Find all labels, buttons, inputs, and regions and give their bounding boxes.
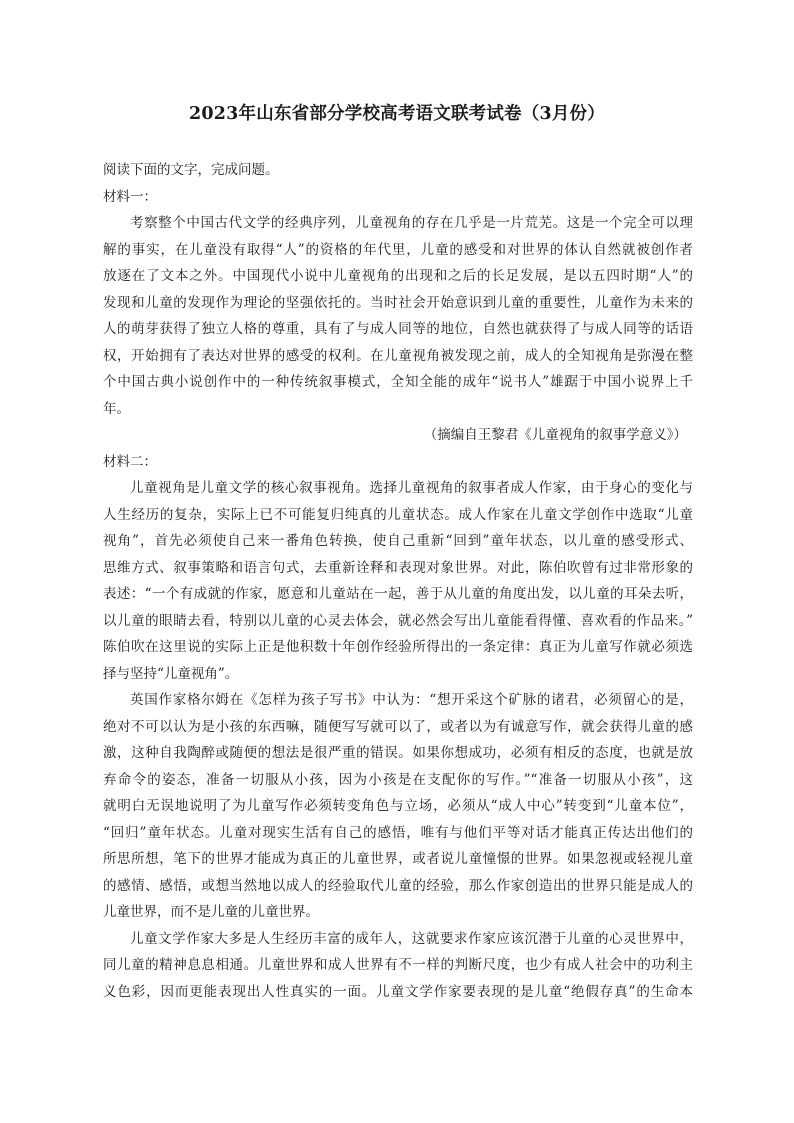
text-line: 就明白无误地说明了为儿童写作必须转变角色与立场，必须从“成人中心”转变到“儿童本位”， [103,798,693,814]
text-line: 的感情、感悟，或想当然地以成人的经验取代儿童的经验，那么作家创造出的世界只能是成人的 [103,877,693,894]
text-line: 考察整个中国古代文学的经典序列，儿童视角的存在几乎是一片荒芜。这是一个完全可以理 [130,215,693,231]
text-line: 个中国古典小说创作中的一种传统叙事模式，全知全能的成年“说书人”雄踞于中国小说界上千 [103,374,693,390]
text-line: 绝对不可以认为是小孩的东西嘛，随便写写就可以了，或者以为有诚意写作，就会获得儿童的感 [103,718,693,735]
text-line: 义色彩，因而更能表现出人性真实的一面。儿童文学作家要表现的是儿童“绝假存真”的生命本 [103,983,693,1000]
text-line: 表述：“一个有成就的作家，愿意和儿童站在一起，善于从儿童的角度出发，以儿童的耳朵去听， [103,586,693,602]
material-two-paragraph [103,687,693,926]
text-line: 择与坚持“儿童视角”。 [103,665,239,682]
text-line: 权，开始拥有了表达对世界的感受的权利。在儿童视角被发现之前，成人的全知视角是弥漫在整 [103,347,693,364]
text-line: 人的萌芽获得了独立人格的尊重，具有了与成人同等的地位，自然也就获得了与成人同等的话语 [103,321,693,337]
material-one-paragraph [103,210,693,422]
text-line: 发现和儿童的发现作为理论的坚强依托的。当时社会开始意识到儿童的重要性，儿童作为未来的 [103,294,693,311]
material-two-paragraph [103,926,693,1006]
material-two-paragraph [103,475,693,687]
text-line: 英国作家格尔姆在《怎样为孩子写书》中认为：“想开采这个矿脉的诸君，必须留心的是， [130,692,693,708]
text-line: 视角”，首先必须使自己来一番角色转换，使自己重新“回到”童年状态，以儿童的感受形式、 [103,533,693,549]
text-line: 放逐在了文本之外。中国现代小说中儿童视角的出现和之后的长足发展，是以五四时期“人”的 [103,268,693,284]
page-title: 2023年山东省部分学校高考语文联考试卷（3月份） [189,104,605,124]
text-line: 儿童视角是儿童文学的核心叙事视角。选择儿童视角的叙事者成人作家，由于身心的变化与 [130,480,693,496]
text-line: “回归”童年状态。儿童对现实生活有自己的感悟，唯有与他们平等对话才能真正传达出他们的 [103,824,693,841]
text-line: 所思所想，笔下的世界才能成为真正的儿童世界，或者说儿童憧憬的世界。如果忽视或轻视儿童 [103,851,693,867]
text-line: 以儿童的眼睛去看，特别以儿童的心灵去体会，就必然会写出儿童能看得懂、喜欢看的作品来。” [103,612,693,629]
material-label: 材料二： [103,453,157,470]
text-line: 陈伯吹在这里说的实际上正是他积数十年创作经验所得出的一条定律：真正为儿童写作就必须选 [103,639,693,655]
text-line: 思维方式、叙事策略和语言句式，去重新诠释和表现对象世界。对此，陈伯吹曾有过非常形象的 [103,559,693,576]
text-line: 解的事实，在儿童没有取得“人”的资格的年代里，儿童的感受和对世界的体认自然就被创作者 [103,241,693,258]
text-line: 人生经历的复杂，实际上已不可能复归纯真的儿童状态。成人作家在儿童文学创作中选取“儿童 [103,506,693,523]
passage-content [103,157,693,1005]
text-line: 同儿童的精神息息相通。儿童世界和成人世界有不一样的判断尺度，也少有成人社会中的功利主 [103,957,693,973]
text-line: 年。 [103,400,130,417]
text-line: 儿童世界，而不是儿童的儿童世界。 [103,904,319,920]
text-line: 弃命令的姿态，准备一切服从小孩，因为小孩是在支配你的写作。”“准备一切服从小孩”，这 [103,771,693,788]
text-line: 激，这种自我陶醉或随便的想法是很严重的错误。如果你想成功，必须有相反的态度，也就是放 [103,745,693,761]
instruction-line: 阅读下面的文字，完成问题。 [103,162,279,178]
text-line: 儿童文学作家大多是人生经历丰富的成年人，这就要求作家应该沉潜于儿童的心灵世界中， [130,930,693,947]
source-citation: （摘编自王黎君《儿童视角的叙事学意义》） [423,427,687,443]
material-label: 材料一： [103,188,157,205]
